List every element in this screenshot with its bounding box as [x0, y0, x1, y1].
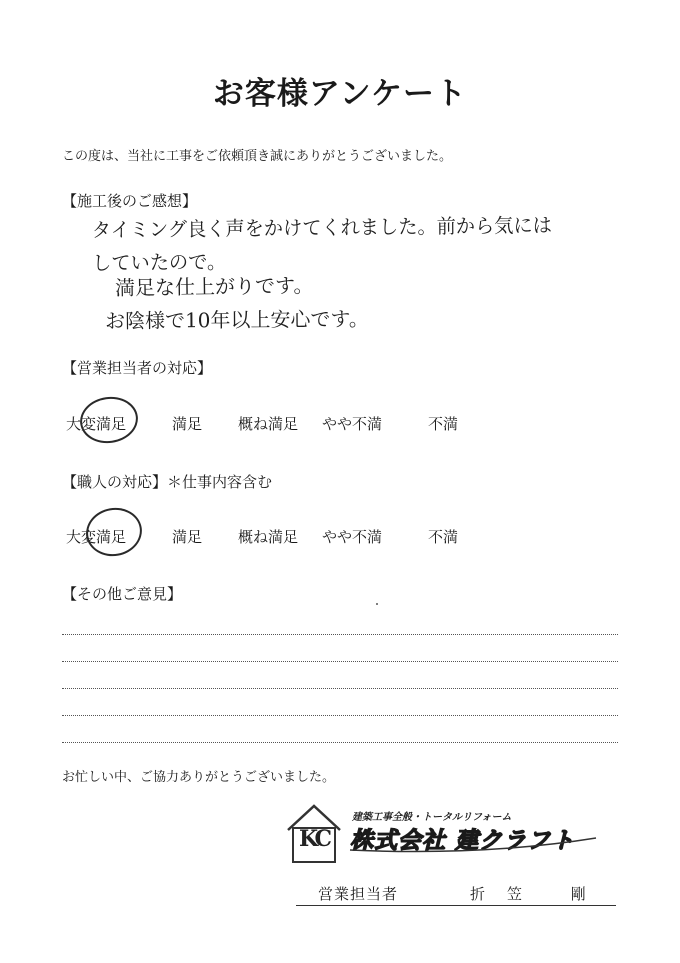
- craftsman-option-unsatisfied[interactable]: 不満: [428, 528, 459, 546]
- craftsman-option-somewhat-unsatisfied[interactable]: やや不満: [322, 528, 383, 546]
- logo-swoosh-icon: [284, 800, 614, 870]
- opinion-line-4[interactable]: [62, 715, 618, 716]
- company-tagline: 建築工事全般・トータルリフォーム: [352, 812, 512, 823]
- craftsman-option-satisfied[interactable]: 満足: [172, 528, 203, 546]
- craftsman-option-very-satisfied[interactable]: 大変満足: [66, 528, 127, 546]
- impression-line-2: 満足な仕上がりです。: [114, 273, 314, 300]
- sales-option-very-satisfied[interactable]: 大変満足: [66, 415, 127, 433]
- sales-response-heading: 【営業担当者の対応】: [62, 359, 213, 377]
- other-opinions-heading: 【その他ご意見】: [62, 585, 183, 603]
- impression-line-1: タイミング良く声をかけてくれました。前から気にはしていたので。: [91, 212, 552, 275]
- sales-option-somewhat-unsatisfied[interactable]: やや不満: [322, 415, 383, 433]
- opinion-line-3[interactable]: [62, 688, 618, 689]
- sales-rating-row: [0, 413, 680, 443]
- opinion-line-1[interactable]: [62, 634, 618, 635]
- impression-line-3: お陰様で10年以上安心です。: [104, 306, 369, 333]
- craftsman-rating-row: [0, 526, 680, 556]
- paper-speck: [376, 603, 378, 605]
- company-logo: [284, 800, 614, 870]
- closing-text: お忙しい中、ご協力ありがとうございました。: [62, 770, 336, 785]
- craftsman-response-heading: 【職人の対応】＊仕事内容含む: [62, 473, 273, 491]
- staff-label: 営業担当者: [318, 885, 399, 903]
- sales-option-satisfied[interactable]: 満足: [172, 415, 203, 433]
- logo-mark: KC: [298, 826, 330, 852]
- impressions-heading: 【施工後のご感想】: [62, 192, 198, 210]
- sales-option-mostly-satisfied[interactable]: 概ね満足: [238, 415, 299, 433]
- company-name: 株式会社 建クラフト: [350, 828, 576, 854]
- greeting-text: この度は、当社に工事をご依頼頂き誠にありがとうございました。: [62, 149, 453, 164]
- craftsman-option-mostly-satisfied[interactable]: 概ね満足: [238, 528, 299, 546]
- opinion-line-5[interactable]: [62, 742, 618, 743]
- signature-line: [296, 905, 616, 906]
- page-title: お客様アンケート: [212, 76, 468, 112]
- sales-option-unsatisfied[interactable]: 不満: [428, 415, 459, 433]
- opinion-line-2[interactable]: [62, 661, 618, 662]
- staff-name: 折笠 剛: [470, 885, 608, 903]
